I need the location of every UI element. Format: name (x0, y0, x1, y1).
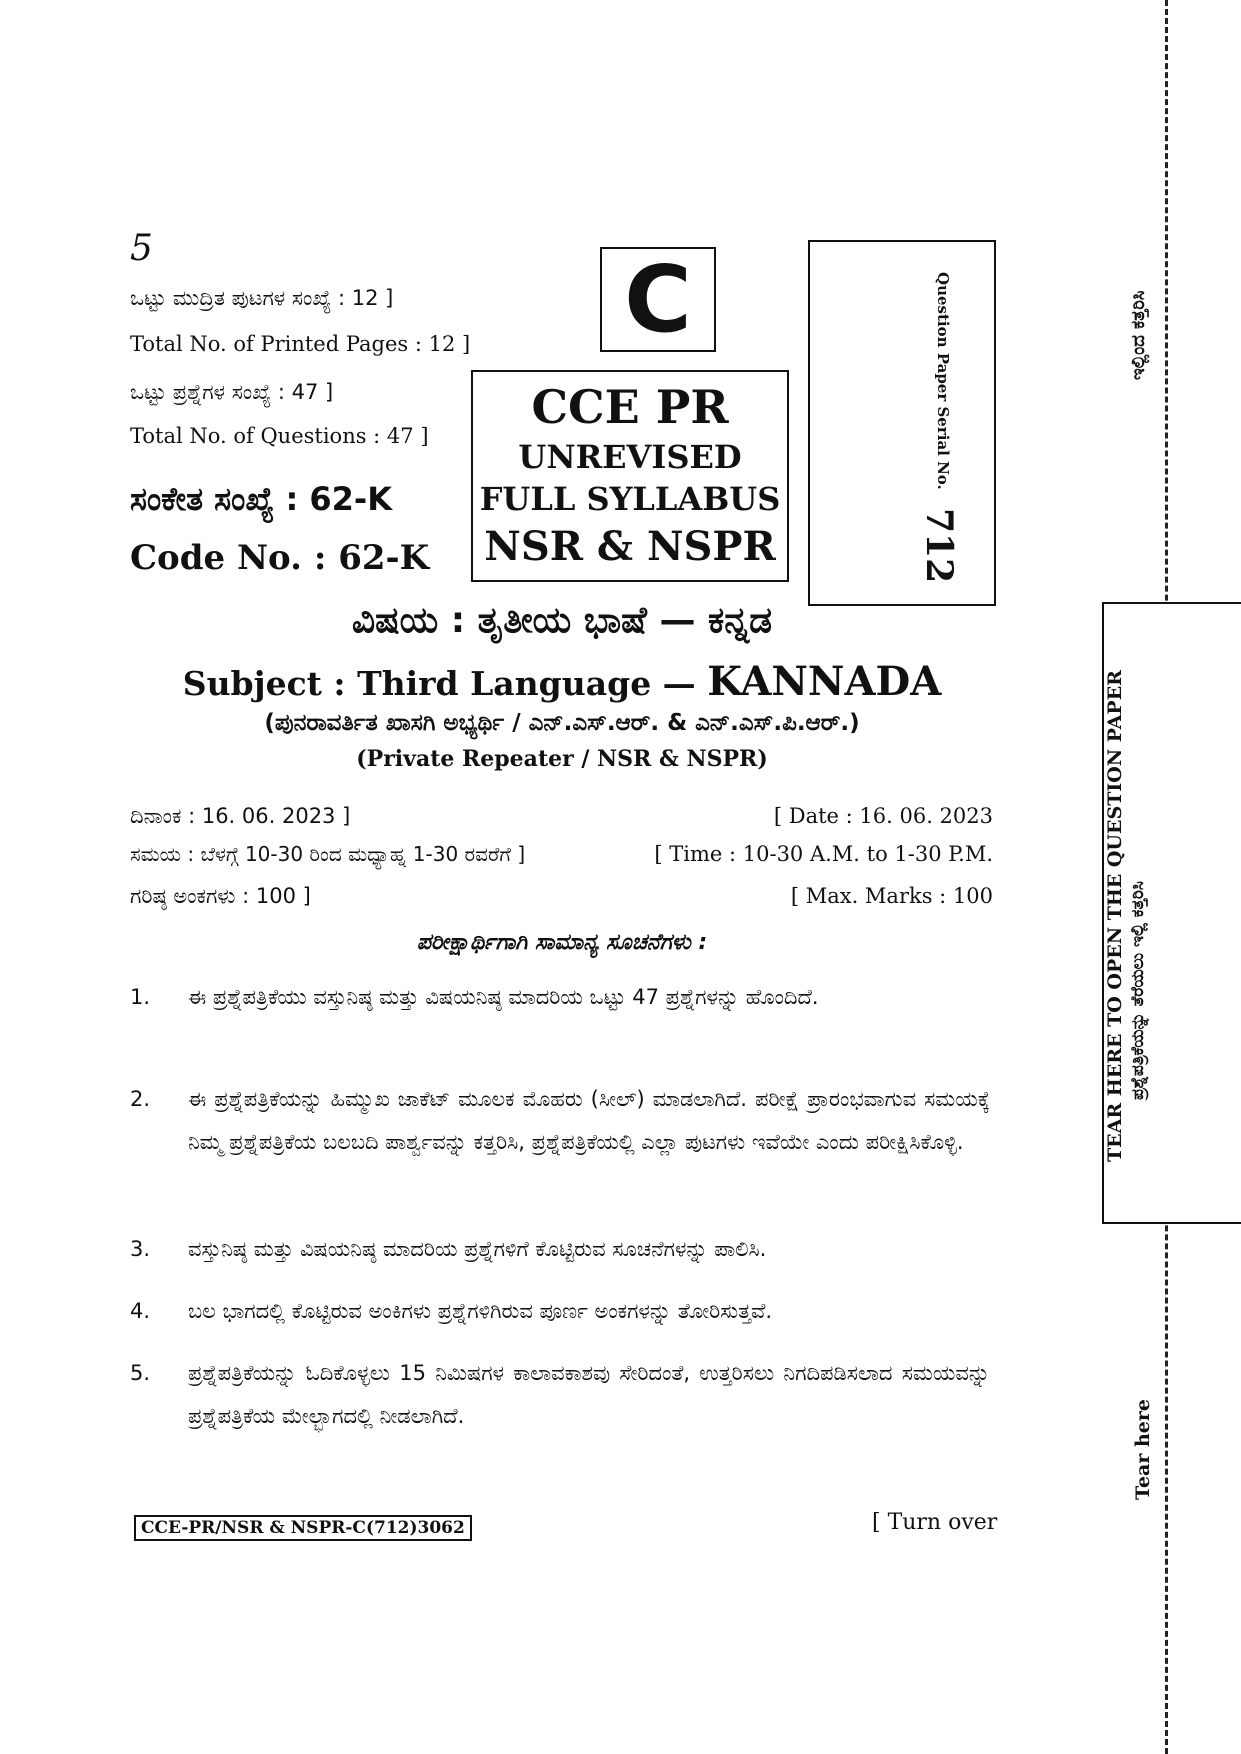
subject-english (0, 658, 1124, 705)
subject-english-name: KANNADA (707, 658, 942, 705)
instruction-text: ವಸ್ತುನಿಷ್ಠ ಮತ್ತು ವಿಷಯನಿಷ್ಠ ಮಾದರಿಯ ಪ್ರಶ್ನೆಗಳಿಗೆ ಕೊಟ್ಟಿರುವ ಸೂಚನೆಗಳನ್ನು ಪಾಲಿಸಿ. (188, 1237, 767, 1261)
tear-here-english: TEAR HERE TO OPEN THE QUESTION PAPER (1104, 670, 1126, 1162)
instruction-text: ಪ್ರಶ್ನೆಪತ್ರಿಕೆಯನ್ನು ಓದಿಕೊಳ್ಳಲು 15 ನಿಮಿಷಗಳ ಕಾಲಾವಕಾಶವು ಸೇರಿದಂತೆ, ಉತ್ತರಿಸಲು ನಿಗದಿಪಡಿಸಲಾದ ಸಮಯವನ್ನು ಪ್ರಶ್ನೆಪತ್ರಿಕೆಯ ಮೇಲ್ಭಾಗದಲ್ಲಿ ನೀಡಲಾಗಿದೆ. (188, 1361, 990, 1428)
instruction-number: 4. (130, 1299, 151, 1323)
time-kannada: ಸಮಯ : ಬೆಳಗ್ಗೆ 10-30 ರಿಂದ ಮಧ್ಯಾಹ್ನ 1-30 ರವರೆಗೆ ] (130, 842, 526, 866)
instructions-title: ಪರೀಕ್ಷಾರ್ಥಿಗಾಗಿ ಸಾಮಾನ್ಯ ಸೂಚನೆಗಳು : (416, 930, 708, 955)
exam-type-line-2: UNREVISED (518, 438, 742, 476)
code-number-kannada: ಸಂಕೇತ ಸಂಖ್ಯೆ : 62-K (130, 480, 393, 518)
turn-over-label: [ Turn over (872, 1510, 998, 1535)
tear-here-short: Tear here (1132, 1399, 1154, 1500)
instruction-text: ಈ ಪ್ರಶ್ನೆಪತ್ರಿಕೆಯು ವಸ್ತುನಿಷ್ಠ ಮತ್ತು ವಿಷಯನಿಷ್ಠ ಮಾದರಿಯ ಒಟ್ಟು 47 ಪ್ರಶ್ನೆಗಳನ್ನು ಹೊಂದಿದೆ. (188, 985, 819, 1009)
instruction-text: ಈ ಪ್ರಶ್ನೆಪತ್ರಿಕೆಯನ್ನು ಹಿಮ್ಮುಖ ಜಾಕೆಟ್ ಮೂಲಕ ಮೊಹರು (ಸೀಲ್) ಮಾಡಲಾಗಿದೆ. ಪರೀಕ್ಷೆ ಪ್ರಾರಂಭವಾಗುವ ಸಮಯಕ್ಕೆ ನಿಮ್ಮ ಪ್ರಶ್ನೆಪತ್ರಿಕೆಯ ಬಲಬದಿ ಪಾರ್ಶ್ವವನ್ನು ಕತ್ತರಿಸಿ, ಪ್ರಶ್ನೆಪತ್ರಿಕೆಯಲ್ಲಿ ಎಲ್ಲಾ ಪುಟಗಳು ಇವೆಯೇ ಎಂದು ಪರೀಕ್ಷಿಸಿಕೊಳ್ಳಿ. (188, 1087, 990, 1154)
instruction-text: ಬಲ ಭಾಗದಲ್ಲಿ ಕೊಟ್ಟಿರುವ ಅಂಕಿಗಳು ಪ್ರಶ್ನೆಗಳಿಗಿರುವ ಪೂರ್ಣ ಅಂಕಗಳನ್ನು ತೋರಿಸುತ್ತವೆ. (188, 1299, 773, 1323)
exam-type-box (471, 370, 789, 582)
time-english: [ Time : 10-30 A.M. to 1-30 P.M. (654, 842, 993, 866)
date-kannada: ದಿನಾಂಕ : 16. 06. 2023 ] (130, 804, 351, 828)
paper-code-footer: CCE-PR/NSR & NSPR-C(712)3062 (134, 1515, 472, 1541)
date-english: [ Date : 16. 06. 2023 (773, 804, 993, 828)
page-number: 5 (130, 228, 153, 269)
max-marks-english: [ Max. Marks : 100 (790, 884, 993, 908)
instruction-number: 1. (130, 985, 151, 1009)
total-pages-english: Total No. of Printed Pages : 12 ] (130, 332, 471, 356)
instruction-number: 3. (130, 1237, 151, 1261)
exam-type-line-1: CCE PR (531, 380, 729, 434)
serial-number-value: 712 (918, 508, 960, 584)
candidate-type-kannada: (ಪುನರಾವರ್ತಿತ ಖಾಸಗಿ ಅಭ್ಯರ್ಥಿ / ಎನ್.ಎಸ್.ಆರ್. & ಎನ್.ಎಸ್.ಪಿ.ಆರ್.) (264, 710, 860, 736)
total-questions-english: Total No. of Questions : 47 ] (130, 424, 429, 448)
subject-english-prefix: Subject : Third Language — (182, 664, 708, 703)
instruction-number: 5. (130, 1361, 151, 1385)
instruction-item (130, 1352, 990, 1438)
exam-type-line-4: NSR & NSPR (484, 523, 776, 570)
candidate-type-english: (Private Repeater / NSR & NSPR) (356, 746, 768, 772)
tear-here-kannada: ಪ್ರಶ್ನೆಪತ್ರಿಕೆಯನ್ನು ತೆರೆಯಲು ಇಲ್ಲಿ ಕತ್ತರಿಸಿ (1128, 881, 1148, 1100)
instruction-item (130, 1290, 990, 1333)
version-letter-box (600, 247, 716, 352)
exam-type-line-3: FULL SYLLABUS (479, 480, 781, 518)
instruction-item (130, 976, 990, 1019)
instruction-item (130, 1228, 990, 1271)
serial-number-box (808, 240, 996, 606)
serial-number-label: Question Paper Serial No. (934, 272, 952, 490)
total-questions-kannada: ಒಟ್ಟು ಪ್ರಶ್ನೆಗಳ ಸಂಖ್ಯೆ : 47 ] (130, 380, 334, 404)
max-marks-kannada: ಗರಿಷ್ಠ ಅಂಕಗಳು : 100 ] (130, 884, 311, 908)
code-number-english: Code No. : 62-K (130, 538, 430, 578)
subject-kannada: ವಿಷಯ : ತೃತೀಯ ಭಾಷೆ — ಕನ್ನಡ (351, 600, 773, 641)
instruction-item (130, 1078, 990, 1164)
instruction-number: 2. (130, 1087, 151, 1111)
total-pages-kannada: ಒಟ್ಟು ಮುದ್ರಿತ ಪುಟಗಳ ಸಂಖ್ಯೆ : 12 ] (130, 286, 394, 310)
cut-here-kannada: ಇಲ್ಲಿಂದ ಕತ್ತರಿಸಿ (1128, 290, 1149, 380)
version-letter: C (624, 246, 692, 353)
